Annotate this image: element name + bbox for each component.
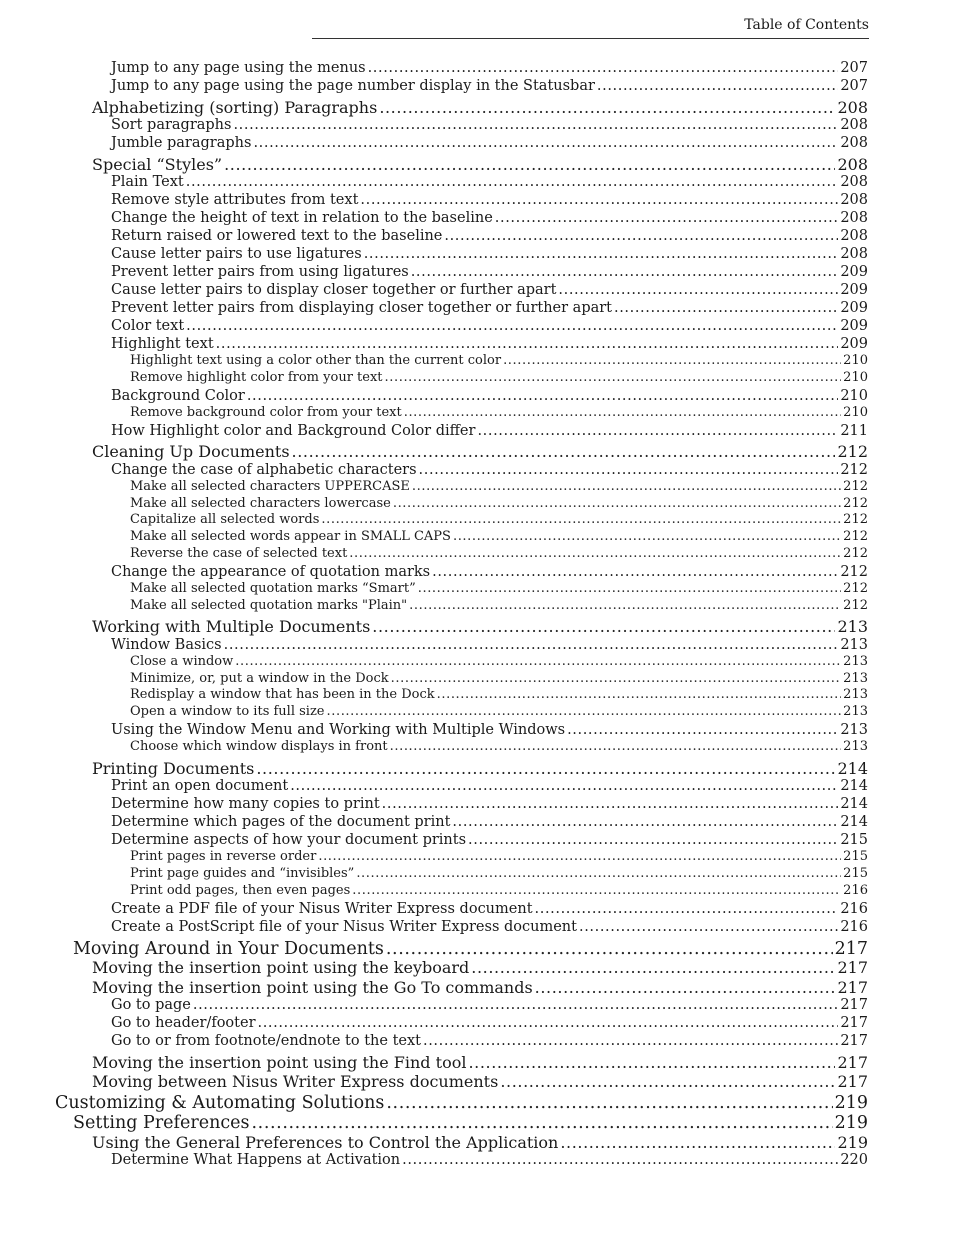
- toc-entry-title: Sort paragraphs: [111, 117, 232, 133]
- toc-entry[interactable]: [111, 264, 868, 280]
- toc-entry[interactable]: [130, 849, 868, 864]
- toc-entry-title: Choose which window displays in front: [130, 739, 388, 755]
- dot-leader: [252, 1113, 833, 1133]
- dot-leader: [292, 442, 836, 461]
- toc-entry-title: Go to page: [111, 997, 191, 1014]
- toc-entry-title: Moving Around in Your Documents: [73, 938, 384, 959]
- dot-leader: [468, 832, 838, 848]
- toc-entry[interactable]: [111, 300, 868, 316]
- toc-entry-title: Cleaning Up Documents: [92, 442, 290, 462]
- dot-leader: [356, 866, 841, 881]
- toc-entry-title: Reverse the case of selected text: [130, 546, 348, 561]
- dot-leader: [423, 1033, 838, 1049]
- toc-entry-page: 217: [834, 938, 868, 959]
- toc-entry-title: Determine how many copies to print: [111, 796, 380, 813]
- toc-entry[interactable]: [73, 939, 868, 959]
- dot-leader: [186, 174, 839, 190]
- dot-leader: [535, 978, 836, 997]
- toc-entry-page: 208: [840, 135, 868, 151]
- toc-entry[interactable]: [92, 98, 868, 117]
- toc-entry-page: 209: [840, 264, 868, 280]
- toc-entry-page: 209: [840, 336, 868, 352]
- toc-entry[interactable]: [92, 155, 868, 174]
- toc-entry-title: Create a PostScript file of your Nisus Writer Express document: [111, 918, 577, 935]
- toc-entry-page: 213: [837, 617, 868, 637]
- toc-entry-title: Change the height of text in relation to the baseline: [111, 210, 493, 226]
- dot-leader: [386, 939, 833, 959]
- toc-entry[interactable]: [130, 479, 868, 494]
- toc-entry-title: Remove style attributes from text: [111, 192, 359, 208]
- toc-entry[interactable]: [111, 210, 868, 226]
- toc-entry[interactable]: [111, 814, 868, 830]
- toc-entry[interactable]: [111, 1033, 868, 1049]
- toc-entry-page: 212: [843, 597, 868, 613]
- toc-entry-page: 216: [840, 918, 868, 935]
- toc-entry-title: Redisplay a window that has been in the Dock: [130, 687, 435, 703]
- toc-entry[interactable]: [130, 405, 868, 420]
- toc-entry-title: Highlight text: [111, 336, 214, 352]
- dot-leader: [368, 60, 839, 76]
- toc-entry[interactable]: [92, 617, 868, 636]
- toc-entry[interactable]: [111, 722, 868, 738]
- toc-entry-title: Minimize, or, put a window in the Dock: [130, 670, 389, 686]
- toc-entry[interactable]: [130, 353, 868, 368]
- toc-entry[interactable]: [92, 1072, 868, 1091]
- toc-entry-title: Print odd pages, then even pages: [130, 882, 351, 898]
- toc-entry[interactable]: [111, 117, 868, 133]
- toc-entry[interactable]: [130, 671, 868, 686]
- dot-leader: [437, 687, 842, 702]
- toc-entry[interactable]: [92, 759, 868, 778]
- toc-entry-page: 219: [834, 1093, 868, 1114]
- toc-entry[interactable]: [130, 687, 868, 702]
- toc-entry-title: Setting Preferences: [73, 1113, 250, 1134]
- toc-entry[interactable]: [111, 246, 868, 262]
- toc-entry-page: 217: [837, 958, 868, 978]
- dot-leader: [224, 155, 835, 174]
- toc-entry[interactable]: [130, 546, 868, 561]
- toc-entry-page: 214: [840, 796, 868, 813]
- toc-entry-title: Make all selected characters lowercase: [130, 495, 391, 511]
- toc-entry-title: Color text: [111, 318, 185, 334]
- toc-entry-page: 213: [840, 636, 868, 653]
- dot-leader: [402, 1152, 838, 1168]
- toc-entry-title: Remove highlight color from your text: [130, 369, 383, 385]
- toc-entry[interactable]: [111, 192, 868, 208]
- toc-entry-title: Jump to any page using the page number display in the Statusbar: [111, 78, 595, 94]
- toc-entry-page: 207: [840, 60, 868, 76]
- toc-entry-page: 213: [843, 704, 868, 720]
- dot-leader: [614, 300, 838, 316]
- toc-entry[interactable]: [111, 423, 868, 439]
- toc-entry[interactable]: [111, 135, 868, 151]
- toc-entry-title: Working with Multiple Documents: [92, 617, 371, 637]
- toc-entry-page: 212: [837, 442, 868, 462]
- toc-entry[interactable]: [92, 442, 868, 461]
- toc-entry[interactable]: [111, 1015, 868, 1031]
- toc-entry-page: 208: [840, 192, 868, 208]
- dot-leader: [597, 78, 838, 94]
- toc-entry-page: 214: [837, 758, 868, 778]
- toc-entry-title: Prevent letter pairs from displaying closer together or further apart: [111, 300, 613, 316]
- toc-entry-title: Make all selected characters UPPERCASE: [130, 478, 410, 494]
- toc-entry[interactable]: [111, 832, 868, 848]
- toc-entry-page: 208: [837, 97, 868, 117]
- toc-entry-page: 210: [843, 369, 868, 385]
- toc-entry-page: 217: [840, 1015, 868, 1032]
- toc-entry-page: 217: [840, 997, 868, 1014]
- dot-leader: [364, 246, 839, 262]
- toc-entry[interactable]: [130, 581, 868, 596]
- header-title: Table of Contents: [744, 17, 869, 33]
- toc-entry-title: Create a PDF file of your Nisus Writer Express document: [111, 900, 533, 917]
- dot-leader: [393, 496, 841, 511]
- toc-entry-title: Change the appearance of quotation marks: [111, 564, 431, 580]
- toc-entry[interactable]: [130, 370, 868, 385]
- running-header: [312, 14, 869, 39]
- toc-entry-page: 208: [840, 174, 868, 190]
- dot-leader: [503, 353, 841, 368]
- toc-entry[interactable]: [55, 1093, 868, 1113]
- toc-entry[interactable]: [111, 778, 868, 794]
- toc-entry-page: 211: [840, 422, 868, 439]
- toc-entry-title: Print an open document: [111, 778, 289, 795]
- toc-entry-page: 210: [843, 404, 868, 420]
- toc-entry-page: 217: [837, 977, 868, 997]
- dot-leader: [412, 479, 841, 494]
- dot-leader: [391, 671, 842, 686]
- dot-leader: [216, 336, 839, 352]
- toc-entry-title: Plain Text: [111, 174, 184, 190]
- dot-leader: [318, 849, 841, 864]
- dot-leader: [386, 1093, 832, 1113]
- toc-entry[interactable]: [111, 282, 868, 298]
- dot-leader: [372, 617, 835, 636]
- toc-entry-title: Highlight text using a color other than the current color: [130, 353, 502, 368]
- dot-leader: [253, 135, 838, 151]
- toc-entry-page: 212: [843, 478, 868, 494]
- toc-entry-page: 212: [843, 495, 868, 511]
- dot-leader: [379, 98, 835, 117]
- toc-entry-title: Prevent letter pairs from using ligatures: [111, 264, 409, 280]
- dot-leader: [404, 405, 841, 420]
- dot-leader: [349, 546, 841, 561]
- toc-entry-title: Moving the insertion point using the Find tool: [92, 1052, 467, 1072]
- toc-entry[interactable]: [92, 1053, 868, 1072]
- toc-entry-title: Jump to any page using the menus: [111, 60, 366, 76]
- toc-entry[interactable]: [130, 704, 868, 719]
- dot-leader: [567, 722, 838, 738]
- toc-entry[interactable]: [111, 228, 868, 244]
- toc-entry-title: Remove background color from your text: [130, 404, 402, 420]
- toc-entry-page: 214: [840, 778, 868, 795]
- toc-entry-page: 209: [840, 300, 868, 316]
- toc-entry-title: Moving between Nisus Writer Express documents: [92, 1072, 499, 1092]
- toc-entry-title: Moving the insertion point using the Go To commands: [92, 977, 533, 997]
- toc-entry-page: 216: [843, 882, 868, 898]
- toc-entry-page: 208: [840, 246, 868, 262]
- toc-entry-page: 217: [837, 1052, 868, 1072]
- toc-entry-title: Cause letter pairs to use ligatures: [111, 246, 362, 262]
- toc-entry-page: 219: [834, 1113, 868, 1134]
- toc-entry-page: 216: [840, 900, 868, 917]
- dot-leader: [360, 192, 838, 208]
- toc-entry-title: Special “Styles”: [92, 154, 223, 174]
- toc-entry[interactable]: [111, 901, 868, 917]
- toc-entry-title: Using the Window Menu and Working with Multiple Windows: [111, 722, 566, 739]
- dot-leader: [558, 282, 838, 298]
- toc-entry[interactable]: [130, 654, 868, 669]
- toc-entry-page: 217: [837, 1072, 868, 1092]
- toc-entry[interactable]: [111, 637, 868, 653]
- toc-entry-title: Jumble paragraphs: [111, 135, 252, 151]
- dot-leader: [495, 210, 839, 226]
- toc-entry-title: Go to header/footer: [111, 1015, 256, 1032]
- toc-entry-page: 214: [840, 814, 868, 831]
- toc-entry[interactable]: [130, 598, 868, 613]
- toc-entry[interactable]: [130, 512, 868, 527]
- toc-entry-title: Moving the insertion point using the keyboard: [92, 958, 470, 978]
- toc-entry-page: 215: [843, 866, 868, 881]
- dot-leader: [390, 739, 842, 754]
- dot-leader: [468, 1053, 835, 1072]
- toc-entry[interactable]: [111, 796, 868, 812]
- dot-leader: [453, 529, 841, 544]
- dot-leader: [290, 778, 838, 794]
- toc-entry[interactable]: [111, 336, 868, 352]
- toc-entry-page: 212: [843, 546, 868, 561]
- toc-entry-page: 207: [840, 78, 868, 94]
- dot-leader: [224, 637, 839, 653]
- toc-entry-title: Alphabetizing (sorting) Paragraphs: [92, 97, 378, 117]
- toc-entry[interactable]: [130, 883, 868, 898]
- dot-leader: [247, 388, 838, 404]
- toc-entry-title: Close a window: [130, 653, 234, 669]
- toc-entry-title: Determine aspects of how your document prints: [111, 832, 467, 849]
- toc-entry-page: 208: [840, 117, 868, 133]
- toc-entry-title: Make all selected quotation marks "Plain": [130, 597, 408, 613]
- toc-entry-page: 208: [840, 228, 868, 244]
- toc-entry-page: 213: [843, 687, 868, 703]
- dot-leader: [327, 704, 842, 719]
- toc-entry-title: Make all selected words appear in SMALL CAPS: [130, 529, 451, 545]
- toc-entry[interactable]: [111, 388, 868, 404]
- toc-entry-page: 217: [840, 1033, 868, 1050]
- dot-leader: [579, 919, 838, 935]
- dot-leader: [186, 318, 838, 334]
- toc-entry-page: 210: [843, 353, 868, 368]
- toc-entry[interactable]: [111, 78, 868, 94]
- toc-entry-page: 220: [840, 1152, 868, 1169]
- toc-entry[interactable]: [111, 318, 868, 334]
- toc-entry[interactable]: [130, 866, 868, 881]
- dot-leader: [233, 117, 838, 133]
- toc-entry-title: Print page guides and “invisibles”: [130, 866, 355, 881]
- toc-entry-page: 209: [840, 318, 868, 334]
- dot-leader: [418, 581, 841, 596]
- dot-leader: [432, 564, 838, 580]
- toc-entry-title: Return raised or lowered text to the baseline: [111, 228, 443, 244]
- dot-leader: [500, 1072, 835, 1091]
- toc-entry-title: Cause letter pairs to display closer together or further apart: [111, 282, 557, 298]
- toc-entry-title: Determine What Happens at Activation: [111, 1152, 401, 1169]
- toc-entry-page: 212: [843, 581, 868, 596]
- toc-entry[interactable]: [92, 978, 868, 997]
- toc-entry-title: Background Color: [111, 387, 245, 404]
- dot-leader: [535, 901, 839, 917]
- toc-entry-page: 212: [843, 529, 868, 545]
- toc-entry-title: How Highlight color and Background Color differ: [111, 422, 476, 439]
- toc-entry-title: Printing Documents: [92, 758, 255, 778]
- dot-leader: [419, 462, 839, 478]
- toc-entry[interactable]: [130, 529, 868, 544]
- toc-entry-page: 208: [840, 210, 868, 226]
- dot-leader: [452, 814, 838, 830]
- toc-entry-page: 215: [843, 849, 868, 865]
- toc-entry[interactable]: [111, 997, 868, 1013]
- toc-entry[interactable]: [111, 919, 868, 935]
- dot-leader: [235, 654, 841, 669]
- dot-leader: [477, 423, 838, 439]
- toc-entry[interactable]: [111, 462, 868, 478]
- toc-entry-page: 208: [837, 154, 868, 174]
- toc-entry[interactable]: [111, 60, 868, 76]
- toc-entry[interactable]: [111, 564, 868, 580]
- dot-leader: [385, 370, 842, 385]
- toc-entry-title: Customizing & Automating Solutions: [55, 1093, 385, 1114]
- toc-entry-page: 213: [843, 739, 868, 755]
- dot-leader: [382, 796, 839, 812]
- toc-entry[interactable]: [92, 1133, 868, 1152]
- toc-entry-page: 209: [840, 282, 868, 298]
- toc-entry[interactable]: [130, 496, 868, 511]
- toc-entry-title: Print pages in reverse order: [130, 849, 317, 865]
- dot-leader: [471, 958, 835, 977]
- toc-entry-title: Go to or from footnote/endnote to the text: [111, 1033, 421, 1050]
- dot-leader: [560, 1133, 835, 1152]
- toc-entry-page: 215: [840, 832, 868, 849]
- toc-entry-page: 212: [840, 461, 868, 478]
- dot-leader: [352, 883, 841, 898]
- toc-entry-title: Window Basics: [111, 636, 222, 653]
- toc-entry-page: 210: [840, 387, 868, 404]
- dot-leader: [258, 1015, 839, 1031]
- toc-entry[interactable]: [73, 1113, 868, 1133]
- toc-entry-page: 219: [837, 1132, 868, 1152]
- dot-leader: [411, 264, 839, 280]
- toc-entry-title: Determine which pages of the document print: [111, 814, 451, 831]
- toc-entry-title: Change the case of alphabetic characters: [111, 461, 417, 478]
- toc-entry-page: 213: [843, 670, 868, 686]
- dot-leader: [256, 759, 835, 778]
- toc-entry[interactable]: [130, 739, 868, 754]
- toc-entry-title: Capitalize all selected words: [130, 512, 320, 528]
- toc-entry-page: 212: [840, 564, 868, 580]
- dot-leader: [321, 512, 841, 527]
- toc-entry-page: 213: [840, 722, 868, 739]
- toc-entry-title: Using the General Preferences to Control the Application: [92, 1132, 559, 1152]
- dot-leader: [193, 997, 838, 1013]
- dot-leader: [444, 228, 838, 244]
- toc-entry-title: Make all selected quotation marks “Smart”: [130, 581, 416, 596]
- toc-entry-page: 213: [843, 653, 868, 669]
- toc-entry[interactable]: [92, 958, 868, 977]
- toc-entry[interactable]: [111, 1152, 868, 1168]
- toc-entry[interactable]: [111, 174, 868, 190]
- toc-entry-page: 212: [843, 512, 868, 528]
- dot-leader: [409, 598, 841, 613]
- toc-entry-title: Open a window to its full size: [130, 704, 325, 720]
